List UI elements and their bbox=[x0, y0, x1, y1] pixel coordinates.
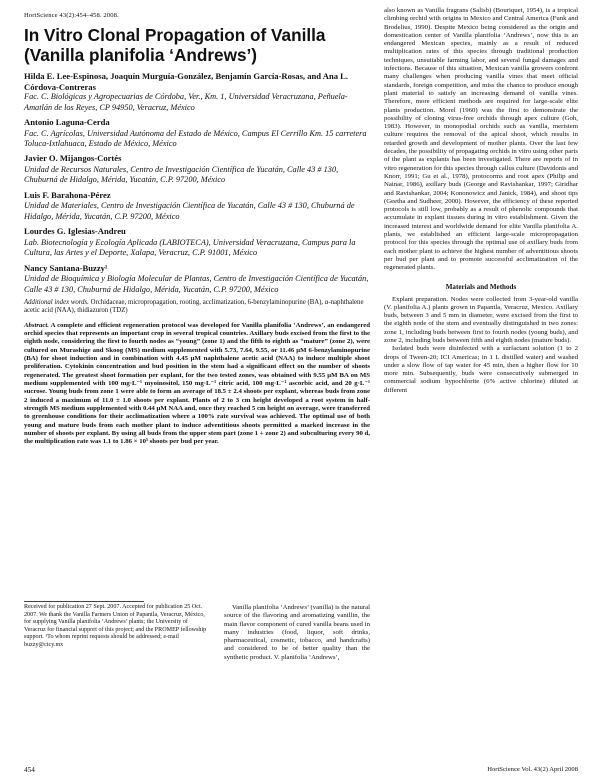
index-label: Additional index words. bbox=[24, 299, 89, 307]
author-affiliation: Unidad de Recursos Naturales, Centro de Investigación Científica de Yucatán, Calle 43 # 130, Chuburná de Hidalgo, Mérida, Yucatán, C.P. 97200, México bbox=[24, 165, 339, 185]
footer-journal: HortScience Vol. 43(2) April 2008 bbox=[487, 766, 578, 773]
author-affiliation: Unidad de Materiales, Centro de Investigación Científica de Yucatán, Calle 43 # 130, Chuburná de Hidalgo, Mérida, Yucatán, C.P. 97200, México bbox=[24, 201, 355, 221]
author-name: Nancy Santana-Buzzy¹ bbox=[24, 262, 108, 273]
left-column bbox=[24, 26, 370, 447]
body-paragraph: also known as Vanilla fragrans (Salisb) (Bouriquet, 1954), is a tropical climbing orchid with origins in Mexico and Central America (Funk and Brodelius, 1990). Despite Mexico being considered as the origin and domestication center of Vanilla planifolia ‘Andrews’, now this is an endangered Mexican species, mainly as a result of reduced multiplication rates of this species through traditional production techniques, unsuitable farming labor, and several fungal damages and infections. Because of this situation, Mexican vanilla growers confront many challenges when producing vanilla vines that meet official standards, foreign competition, and miss the chance to produce enough plant material to satisfy an increasing demand of vanilla vines. Therefore, more efficient methods are required for large-scale elite plants production. Morel (1960) was the first to demonstrate the possibility of cloning virus-free orchids through apex culture (Goh, 1983). However, in monopodial orchids such as vanilla, meristem culture requires the removal of the apical shoot, which results in retarded growth and development of mother plants. Over the last few decades, the possibility of propagating orchids in vitro using other parts of the plant as explants has been investigated. There are reports of in vitro regeneration for this species through callus culture (Davidonis and Knorr, 1991; Gu et al., 1978), protocorms and root apex (Philip and Nainar, 1986), axillary buds (George and Ravishankar, 1997; Giridhar and Ravishankar, 2004; Kononowicz and Janick, 1984), and shoot tips (Geetha and Sudheer, 2000). However, the efficiency of these reported protocols is still low, probably as a result of phenolic compounds that accumulate in explant tissues during in vitro establishment. Given the increased interest and worldwide demand for elite Vanilla planifolia A. plants, we established an efficient large-scale micropropagation protocol for this species through the optimal use of axillary buds from each mother plant to achieve the highest number of adventitious shoots per bud per plant and to promote successful acclimatization of the regenerated plants. bbox=[384, 7, 579, 272]
title-line-2: (Vanilla planifolia ‘Andrews’) bbox=[24, 44, 258, 65]
section-heading: Materials and Methods bbox=[445, 282, 517, 291]
index-words bbox=[24, 299, 370, 316]
footnote-text: Received for publication 27 Sept. 2007. Accepted for publication 25 Oct. 2007. We thank the Vanilla Farmers Union of Papantla, Veracruz, México, for supplying Vanilla planifolia ‘Andrews’ plants; the University of Veracruz for financial support of this project; and the PROMEP fellowship support. ¹To whom reprint requests should be addressed; e-mail buzzy@cicy.mx bbox=[24, 604, 207, 648]
body-paragraph: Explant preparation. Nodes were collected from 3-year-old vanilla (V. planifolia A.) plants grown in Papantla, Veracruz, Mexico. Axillary buds, between 3 and 5 mm in diameter, were excised from the first to the eighth node of the stem and eventually distinguished in two zones: zone 1, including buds between first to fourth nodes (young buds), and zone 2, including buds between fifth and eighth nodes (mature buds). bbox=[384, 295, 578, 344]
journal-header: HortScience 43(2):454–458. 2008. bbox=[24, 12, 119, 19]
abstract-label: Abstract. bbox=[24, 321, 49, 329]
body-paragraph: Isolated buds were disinfected with a surfactant solution (1 to 2 drops of Tween-20; ICI Americas; in 1 L distilled water) and washed under a slow flow of tap water for 45 min, then a higher flow for 10 more min. Subsequently, buds were consecutively submerged in commercial sodium hypochlorite (6% active chlorine) diluted at different bbox=[384, 345, 578, 394]
author-affiliation: Fac. C. Agrícolas, Universidad Autónoma del Estado de México, Campus El Cerrillo Km. 15 carretera Toluca-Ixtlahuaca, Estado de México, México bbox=[24, 128, 367, 148]
author-affiliation: Lab. Biotecnología y Ecología Aplicada (LABIOTECA), Universidad Veracruzana, Campus para la Cultura, las Artes y el Deporte, Xalapa, Veracruz, C.P. 91001, México bbox=[24, 237, 356, 258]
author-name: Javier O. Mijangos-Cortés bbox=[24, 153, 122, 164]
introduction-text: Vanilla planifolia ‘Andrews’ (vanilla) is the natural source of the flavoring and aromatizing vanillin, the main flavor component of cured vanilla beans used in many industries (food, liquor, soft drinks, pharmaceutical, cosmetic, tobacco, and handcrafts) and considered to be of better quality than the synthetic product. V. planifolia ‘Andrews’, bbox=[224, 604, 370, 661]
author-name: Lourdes G. Iglesias-Andreu bbox=[24, 226, 126, 237]
article-title bbox=[24, 26, 370, 65]
author-names: Hilda E. Lee-Espinosa, Joaquín Murguía-González, Benjamín García-Rosas, and Ana L. Córdova-Contreras bbox=[24, 71, 349, 92]
page-number: 454 bbox=[24, 766, 35, 774]
author-name: Luis F. Barahona-Pérez bbox=[24, 189, 111, 200]
right-column bbox=[384, 7, 578, 395]
title-line-1: In Vitro Clonal Propagation of Vanilla bbox=[24, 25, 326, 45]
abstract bbox=[24, 322, 370, 447]
abstract-text: A complete and efficient regeneration protocol was developed for Vanilla planifolia ‘Andrews’, an endangered orchid species that represents an important crop in several tropical countries. Axillary buds excised from the first to the eighth node, considering the first to fourth nodes as “young” (zone 1) and the fifth to eighth as “mature” (zone 2), were cultured on Murashige and Skoog (MS) medium supplemented with 5.73, 7.64, 9.55, or 11.46 μM 6-benzylaminopurine (BA) for shoot induction and in combination with 4.45 μM naphthalene acetic acid (NAA) to induce multiple shoot proliferation. Cytokinin concentration and bud position in the stem had a significant effect on the number of shoots regenerated. The greatest shoot formation per explant, for the two tested zones, was obtained with 9.55 μM BA on MS medium supplemented with 100 mg·L⁻¹ myoinositol, 150 mg·L⁻¹ citric acid, 100 mg·L⁻¹ ascorbic acid, and 20 g·L⁻¹ sucrose. Young buds from zone 1 were able to form an average of 18.5 ± 2.4 shoots per explant, whereas buds from zone 2 induced a maximum of 11.0 ± 1.0 shoots per explant. Plants of 2 to 3 cm height developed a root system in half-strength MS medium supplemented with 0.44 μM NAA and, once they reached 5 cm height on average, were transferred to greenhouse conditions for their acclimatization where a 100% rate survival was achieved. The optimal use of both young and mature buds from each mother plant to induce adventitious shoots permitted a marked increase in the number of shoots per explant. By using all buds from the upper stem part (zone 1 + zone 2) and subculturing every 90 d, the multiplication rate was 1.1 to 1.86 × 10⁵ shoots per bud per year. bbox=[24, 321, 370, 446]
author-affiliation: Unidad de Bioquímica y Biología Molecular de Plantas, Centro de Investigación Científica de Yucatán, Calle 43 # 130, Chuburná de Hidalgo, Mérida, Yucatán, C.P. 97200, México bbox=[24, 274, 369, 294]
author-affiliation: Fac. C. Biológicas y Agropecuarias de Córdoba, Ver., Km. 1, Universidad Veracruzana, Peñuela-Amatlán de los Reyes, CP 94950, Veracruz, México bbox=[24, 92, 348, 112]
index-text: Orchidaceae, micropropagation, rooting, acclimatization, 6-benzylaminopurine (BA), α-naphthalene acetic acid (NAA), thidiazuron (TDZ) bbox=[24, 299, 364, 315]
footnote-divider bbox=[24, 601, 144, 602]
author-name: Antonio Laguna-Cerda bbox=[24, 117, 110, 127]
